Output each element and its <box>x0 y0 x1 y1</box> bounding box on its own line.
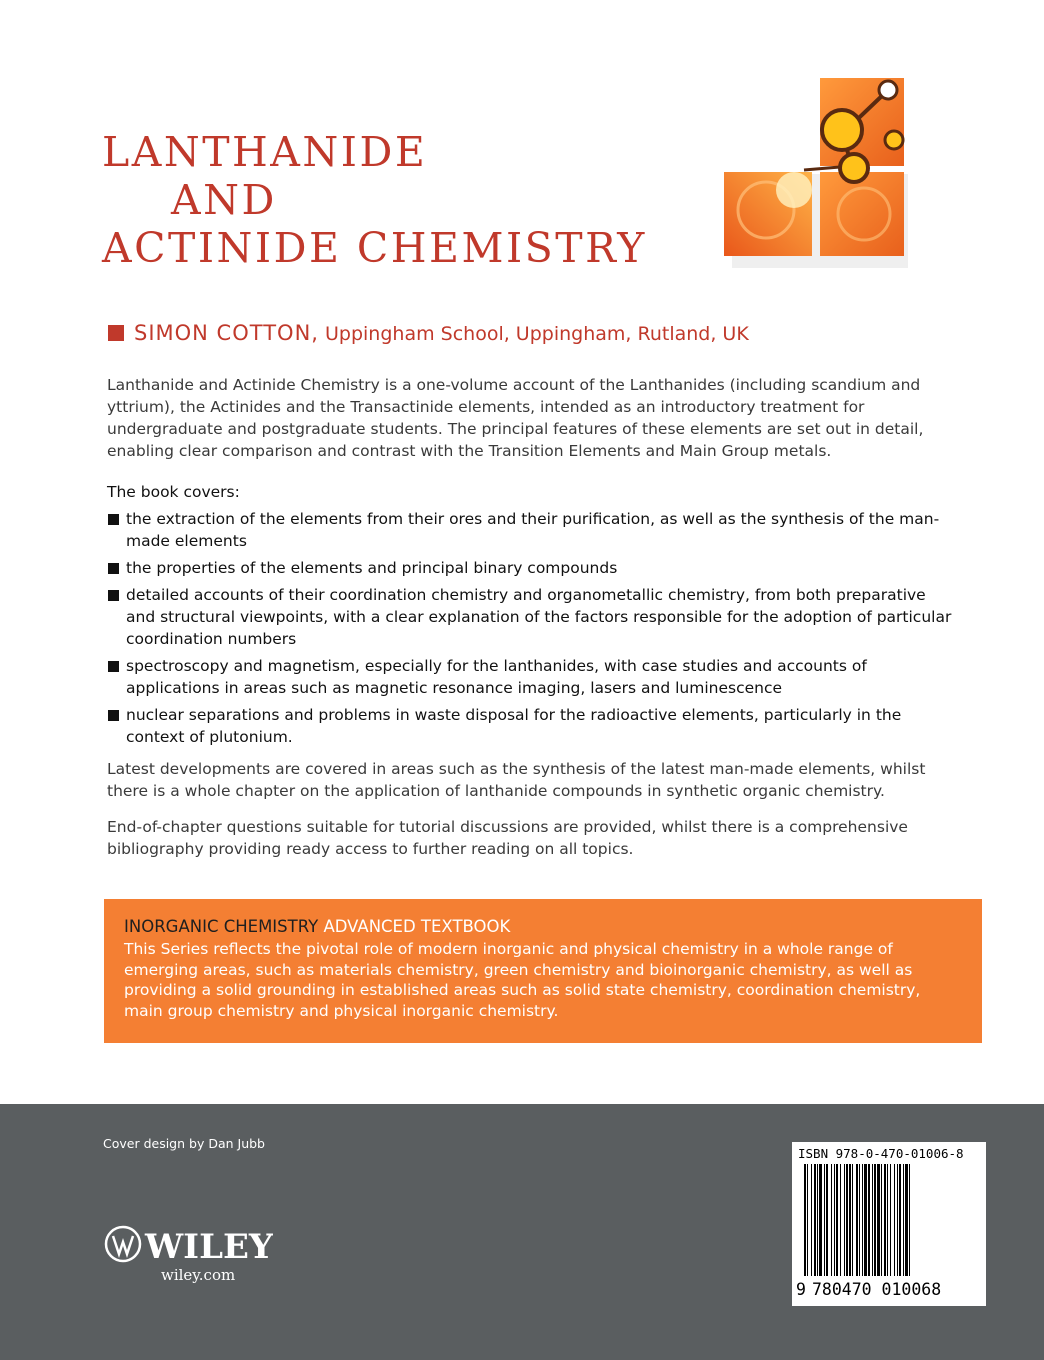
list-item: the properties of the elements and principal binary compounds <box>107 557 957 579</box>
barcode-bar <box>903 1164 904 1276</box>
list-item: the extraction of the elements from their ores and their purification, as well as the synthesis of the man-made elements <box>107 508 957 552</box>
title-line-3: ACTINIDE CHEMISTRY <box>102 224 647 272</box>
barcode-bar <box>881 1164 882 1276</box>
barcode-bar <box>807 1164 808 1276</box>
barcode-bar <box>852 1164 853 1276</box>
barcode-bar <box>846 1164 848 1276</box>
wiley-url: wiley.com <box>161 1266 236 1284</box>
author-affiliation: Uppingham School, Uppingham, Rutland, UK <box>325 323 749 345</box>
barcode-bar <box>859 1164 860 1276</box>
barcode-bar <box>909 1164 910 1276</box>
barcode-bar <box>856 1164 858 1276</box>
barcode-bar <box>905 1164 908 1276</box>
barcode-bar <box>877 1164 880 1276</box>
barcode-bar <box>872 1164 873 1276</box>
barcode-bar <box>874 1164 876 1276</box>
barcode-bar <box>826 1164 828 1276</box>
intro-paragraph: Lanthanide and Actinide Chemistry is a one-volume account of the Lanthanides (including scandium and yttrium), the Actinides and the Transactinide elements, intended as an introductory treatment for undergraduate and postgraduate students. The principal features of these elements are set out in detail, enabling clear comparison and contrast with the Transition Elements and Main Group metals. <box>107 376 924 460</box>
latest-paragraph: Latest developments are covered in areas such as the synthesis of the latest man-made elements, whilst there is a whole chapter on the application of lanthanide compounds in synthetic organic chemistry. <box>107 760 926 800</box>
barcode-bar <box>824 1164 825 1276</box>
series-box <box>104 899 982 1043</box>
ean-remaining-digits: 780470 010068 <box>812 1280 942 1299</box>
series-heading <box>124 917 962 936</box>
series-description: This Series reflects the pivotal role of modern inorganic and physical chemistry in a whole range of emerging areas, such as materials chemistry, green chemistry and bioinorganic chemistry, as well as providing a solid grounding in established areas such as solid state chemistry, coordination chemistry, main group chemistry and physical inorganic chemistry. <box>124 940 921 1020</box>
barcode-bar <box>804 1164 806 1276</box>
wiley-logo <box>103 1224 273 1284</box>
barcode-bar <box>834 1164 835 1276</box>
ean-first-digit: 9 <box>796 1280 806 1299</box>
wiley-wordmark: WILEY <box>145 1227 273 1267</box>
barcode-bar <box>817 1164 818 1276</box>
barcode-bar <box>844 1164 845 1276</box>
cover-artwork <box>724 78 908 268</box>
barcode-bar <box>899 1164 901 1276</box>
end-of-chapter-paragraph: End-of-chapter questions suitable for tutorial discussions are provided, whilst there is a comprehensive bibliography providing ready access to further reading on all topics. <box>107 818 908 858</box>
barcode-bar <box>897 1164 898 1276</box>
title-line-1: LANTHANIDE <box>102 128 428 176</box>
barcode-bar <box>864 1164 867 1276</box>
covers-label: The book covers: <box>107 483 240 501</box>
series-heading-light: ADVANCED TEXTBOOK <box>323 917 511 936</box>
barcode-bar <box>868 1164 870 1276</box>
barcode-bar <box>840 1164 841 1276</box>
barcode-bar <box>819 1164 822 1276</box>
barcode <box>800 1164 978 1282</box>
author-square-marker <box>108 325 124 341</box>
list-item: detailed accounts of their coordination chemistry and organometallic chemistry, from both preparative and structural viewpoints, with a clear explanation of the factors responsible for the adoption of particular coordination numbers <box>107 584 957 650</box>
barcode-bar <box>884 1164 886 1276</box>
cover-credit: Cover design by Dan Jubb <box>103 1136 265 1151</box>
isbn-text: ISBN 978-0-470-01006-8 <box>798 1146 964 1161</box>
barcode-bar <box>849 1164 851 1276</box>
covers-list <box>107 503 957 748</box>
author-name: SIMON COTTON, <box>134 321 319 345</box>
barcode-bar <box>887 1164 888 1276</box>
barcode-bar <box>836 1164 838 1276</box>
series-heading-dark: INORGANIC CHEMISTRY <box>124 917 319 936</box>
barcode-bar <box>831 1164 832 1276</box>
barcode-box <box>792 1142 986 1306</box>
barcode-bar <box>814 1164 816 1276</box>
title-line-2: AND <box>171 176 277 224</box>
list-item: spectroscopy and magnetism, especially for the lanthanides, with case studies and accounts of applications in areas such as magnetic resonance imaging, lasers and luminescence <box>107 655 957 699</box>
barcode-bar <box>862 1164 863 1276</box>
barcode-bar <box>811 1164 812 1276</box>
barcode-bar <box>890 1164 891 1276</box>
list-item: nuclear separations and problems in waste disposal for the radioactive elements, particularly in the context of plutonium. <box>107 704 957 748</box>
footer-band <box>0 1104 1044 1360</box>
author-line <box>108 319 749 348</box>
barcode-bar <box>894 1164 895 1276</box>
book-title <box>102 128 647 272</box>
